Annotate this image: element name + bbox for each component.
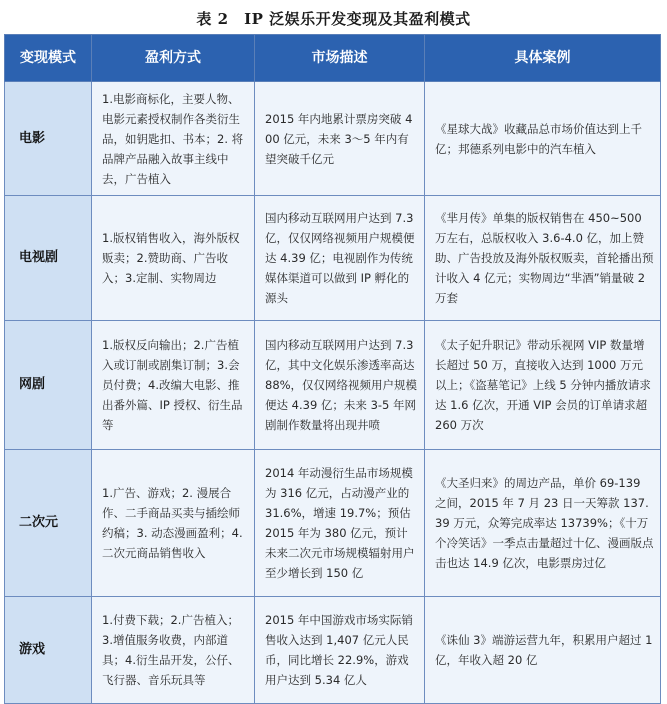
case-cell: 《大圣归来》的周边产品，单价 69-139 之间，2015 年 7 月 23 日一天筹款 137.39 万元，众筹完成率达 13739%；《十万个冷笑话》一季点击量超过十亿、漫画版点击也达 14.9 亿次，电影票房过亿 (425, 450, 661, 597)
table-row (5, 450, 661, 597)
case-cell: 《诛仙 3》端游运营九年，积累用户超过 1 亿，年收入超 20 亿 (425, 597, 661, 704)
header-case: 具体案例 (425, 35, 661, 82)
header-market: 市场描述 (255, 35, 425, 82)
profit-cell: 1.版权反向输出；2.广告植入或订制或剧集订制；3.会员付费；4.改编大电影、推出番外篇、IP 授权、衍生品等 (92, 321, 255, 450)
category-cell: 网剧 (5, 321, 92, 450)
case-cell: 《芈月传》单集的版权销售在 450~500 万左右，总版权收入 3.6-4.0 亿，加上赞助、广告投放及海外版权贩卖，首轮播出预计收入 4 亿元；实物周边“芈酒”销量破 2 万套 (425, 196, 661, 321)
market-cell: 国内移动互联网用户达到 7.3 亿，仅仅网络视频用户规模便达 4.39 亿；电视剧作为传统媒体渠道可以做到 IP 孵化的源头 (255, 196, 425, 321)
case-cell: 《太子妃升职记》带动乐视网 VIP 数量增长超过 50 万，直接收入达到 1000 万元以上；《盗墓笔记》上线 5 分钟内播放请求达 1.6 亿次，开通 VIP 会员的订单请求超 260 万次 (425, 321, 661, 450)
table-title: 表 2 IP 泛娱乐开发变现及其盈利模式 (196, 10, 471, 28)
header-profit: 盈利方式 (92, 35, 255, 82)
table-row (5, 321, 661, 450)
profit-cell: 1.广告、游戏；2. 漫展合作、二手商品买卖与插绘师约稿；3. 动态漫画盈利；4. 二次元商品销售收入 (92, 450, 255, 597)
market-cell: 2015 年内地累计票房突破 400 亿元，未来 3～5 年内有望突破千亿元 (255, 82, 425, 196)
market-cell: 2014 年动漫衍生品市场规模为 316 亿元，占动漫产业的 31.6%，增速 19.7%；预估 2015 年为 380 亿元，预计未来二次元市场规模辐射用户至少增长到 150 亿 (255, 450, 425, 597)
case-cell: 《星球大战》收藏品总市场价值达到上千亿；邦德系列电影中的汽车植入 (425, 82, 661, 196)
category-cell: 二次元 (5, 450, 92, 597)
profit-cell: 1.电影商标化，主要人物、电影元素授权制作各类衍生品，如钥匙扣、书本；2. 将品牌产品融入故事主线中去，广告植入 (92, 82, 255, 196)
header-row (5, 35, 661, 82)
monetization-table (4, 34, 661, 704)
category-cell: 电视剧 (5, 196, 92, 321)
market-cell: 2015 年中国游戏市场实际销售收入达到 1,407 亿元人民币，同比增长 22.9%，游戏用户达到 5.34 亿人 (255, 597, 425, 704)
header-mode: 变现模式 (5, 35, 92, 82)
profit-cell: 1.付费下载；2.广告植入；3.增值服务收费，内部道具；4.衍生品开发，公仔、飞行器、音乐玩具等 (92, 597, 255, 704)
profit-cell: 1.版权销售收入，海外版权贩卖；2.赞助商、广告收入；3.定制、实物周边 (92, 196, 255, 321)
table-row (5, 597, 661, 704)
table-row (5, 82, 661, 196)
table-row (5, 196, 661, 321)
market-cell: 国内移动互联网用户达到 7.3 亿，其中文化娱乐渗透率高达 88%，仅仅网络视频用户规模便达 4.39 亿；未来 3-5 年网剧制作数量将出现井喷 (255, 321, 425, 450)
category-cell: 电影 (5, 82, 92, 196)
category-cell: 游戏 (5, 597, 92, 704)
